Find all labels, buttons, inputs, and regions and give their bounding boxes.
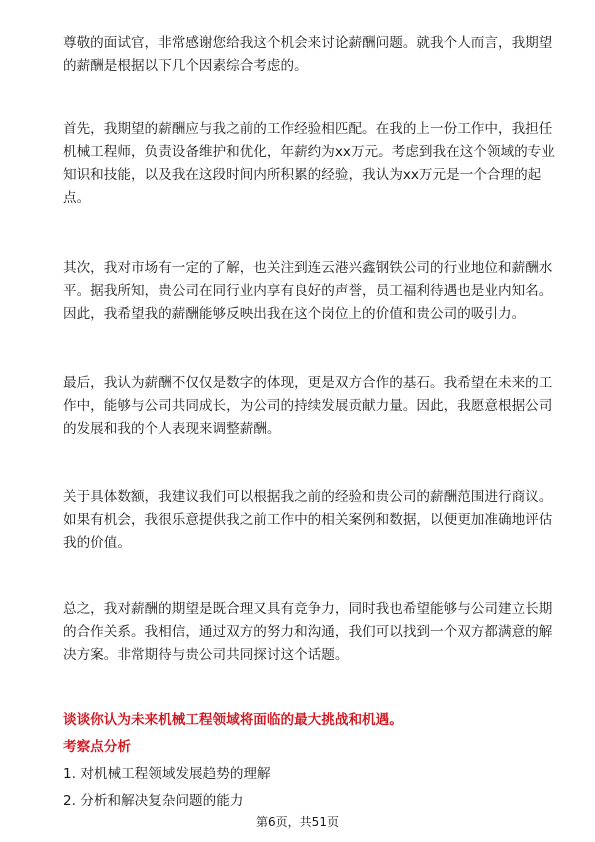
paragraph-line: 平。据我所知，贵公司在同行业内享有良好的声誉，员工福利待遇也是业内知名。 xyxy=(63,283,553,299)
paragraph-line: 的发展和我的个人表现来调整薪酬。 xyxy=(63,421,281,437)
paragraph-line: 作中，能够与公司共同成长，为公司的持续发展贡献力量。因此，我愿意根据公司 xyxy=(63,398,553,414)
paragraph-line: 总之，我对薪酬的期望是既合理又具有竞争力，同时我也希望能够与公司建立长期 xyxy=(63,601,553,617)
paragraph-line: 关于具体数额，我建议我们可以根据我之前的经验和贵公司的薪酬范围进行商议。 xyxy=(63,489,553,505)
paragraph-line: 最后，我认为薪酬不仅仅是数字的体现，更是双方合作的基石。我希望在未来的工 xyxy=(63,375,553,391)
paragraph-line: 机械工程师，负责设备维护和优化，年薪约为xx万元。考虑到我在这个领域的专业 xyxy=(63,144,555,160)
paragraph-line: 我的价值。 xyxy=(63,535,131,551)
analysis-point: 2. 分析和解决复杂问题的能力 xyxy=(63,793,244,809)
answer-paragraph-amount xyxy=(63,486,553,555)
paragraph-line: 决方案。非常期待与贵公司共同探讨这个话题。 xyxy=(63,647,349,663)
paragraph-line: 因此，我希望我的薪酬能够反映出我在这个岗位上的价值和贵公司的吸引力。 xyxy=(63,306,526,322)
answer-paragraph-experience xyxy=(63,118,555,210)
paragraph-line: 其次，我对市场有一定的了解，也关注到连云港兴鑫钢铁公司的行业地位和薪酬水 xyxy=(63,260,553,276)
page-number: 第6页，共51页 xyxy=(256,815,339,829)
answer-paragraph-intro xyxy=(63,32,553,78)
paragraph-line: 的薪酬是根据以下几个因素综合考虑的。 xyxy=(63,58,308,74)
paragraph-line: 尊敬的面试官，非常感谢您给我这个机会来讨论薪酬问题。就我个人而言，我期望 xyxy=(63,35,553,51)
paragraph-line: 如果有机会，我很乐意提供我之前工作中的相关案例和数据，以便更加准确地评估 xyxy=(63,512,553,528)
paragraph-line: 知识和技能，以及我在这段时间内所积累的经验，我认为xx万元是一个合理的起 xyxy=(63,167,542,183)
answer-paragraph-market xyxy=(63,257,553,326)
answer-paragraph-cooperation xyxy=(63,372,553,441)
paragraph-line: 点。 xyxy=(63,190,91,206)
paragraph-line: 首先，我期望的薪酬应与我之前的工作经验相匹配。在我的上一份工作中，我担任 xyxy=(63,121,553,137)
paragraph-line: 的合作关系。我相信，通过双方的努力和沟通，我们可以找到一个双方都满意的解 xyxy=(63,624,553,640)
analysis-heading: 考察点分析 xyxy=(63,739,131,755)
analysis-point: 1. 对机械工程领域发展趋势的理解 xyxy=(63,766,271,782)
interview-question: 谈谈你认为未来机械工程领域将面临的最大挑战和机遇。 xyxy=(63,712,403,728)
answer-paragraph-conclusion xyxy=(63,598,553,667)
